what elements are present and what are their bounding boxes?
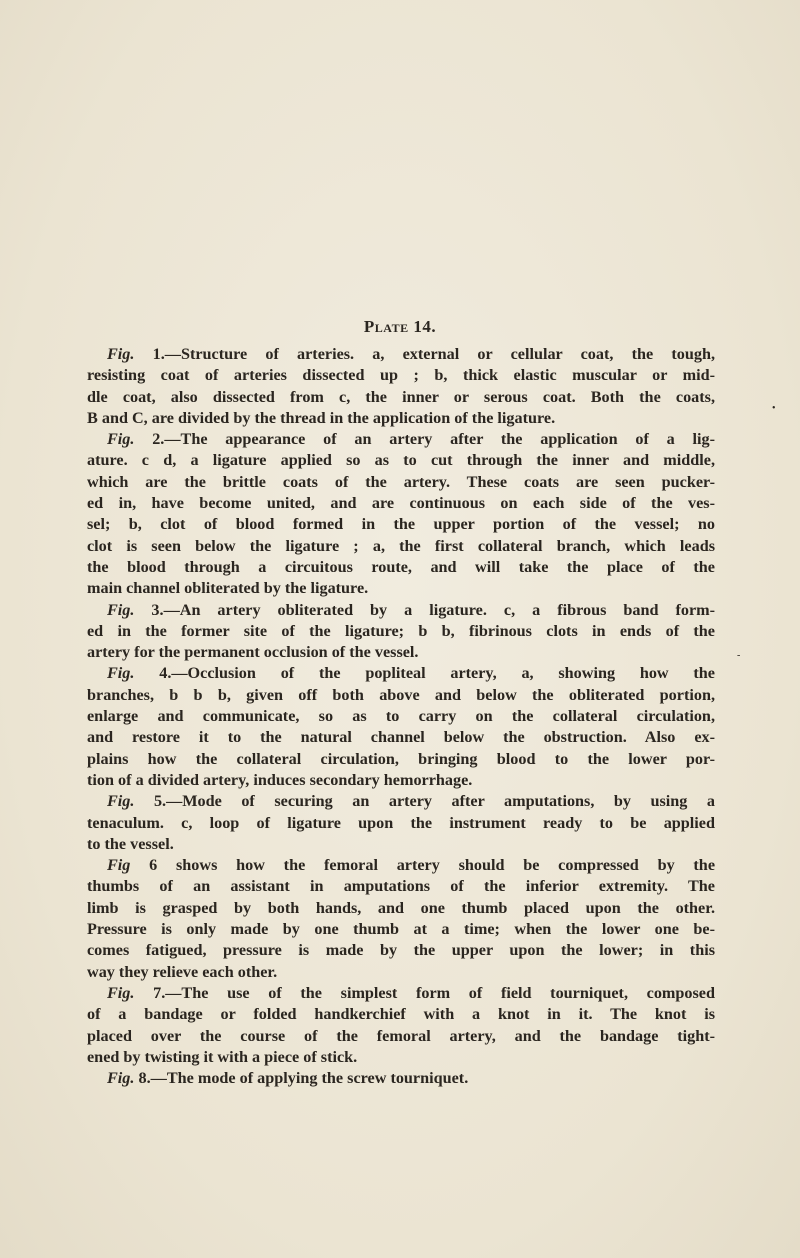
line-text: 4.—Occlusion of the popliteal artery, a, showing how the: [134, 664, 715, 683]
line-text: ed in, have become united, and are continuous on each side of the ves-: [87, 494, 715, 513]
text-line: [87, 429, 715, 450]
line-text: and restore it to the natural channel below the obstruction. Also ex-: [87, 728, 715, 747]
text-line: [87, 365, 715, 386]
figure-label: Fig.: [107, 983, 135, 1002]
text-line: [87, 962, 715, 983]
figure-label: Fig.: [107, 1069, 135, 1088]
line-text: ened by twisting it with a piece of stick.: [87, 1047, 358, 1066]
text-line: [87, 387, 715, 408]
text-line: [87, 621, 715, 642]
text-line: [87, 344, 715, 365]
text-line: [87, 557, 715, 578]
figure-label: Fig.: [107, 345, 135, 363]
line-text: which are the brittle coats of the artery. These coats are seen pucker-: [87, 472, 715, 491]
figure-label: Fig.: [107, 430, 135, 449]
text-line: [87, 834, 715, 855]
text-line: [87, 514, 715, 535]
line-text: dle coat, also dissected from c, the inner or serous coat. Both the coats,: [87, 387, 715, 406]
text-line: [87, 493, 715, 514]
line-text: placed over the course of the femoral artery, and the bandage tight-: [87, 1026, 715, 1045]
figure-descriptions: [87, 344, 715, 1089]
line-text: limb is grasped by both hands, and one thumb placed upon the other.: [87, 898, 715, 917]
text-line: [87, 685, 715, 706]
text-line: [87, 919, 715, 940]
line-text: tenaculum. c, loop of ligature upon the instrument ready to be applied: [87, 813, 715, 832]
margin-dot: •: [772, 403, 776, 414]
text-line: [87, 1026, 715, 1047]
text-line: [87, 578, 715, 599]
line-text: tion of a divided artery, induces secondary hemorrhage.: [87, 770, 473, 789]
line-text: sel; b, clot of blood formed in the upper portion of the vessel; no: [87, 515, 715, 534]
text-line: [87, 791, 715, 812]
text-line: [87, 706, 715, 727]
text-line: [87, 1068, 715, 1089]
text-line: [87, 876, 715, 897]
plate-title: Plate 14.: [363, 317, 437, 336]
text-line: [87, 898, 715, 919]
line-text: 7.—The use of the simplest form of field tourniquet, composed: [134, 983, 715, 1002]
text-line: [87, 770, 715, 791]
line-text: artery for the permanent occlusion of the vessel.: [87, 643, 419, 662]
text-line: [87, 408, 715, 429]
line-text: plains how the collateral circulation, bringing blood to the lower por-: [87, 749, 715, 768]
line-text: comes fatigued, pressure is made by the upper upon the lower; in this: [87, 941, 715, 960]
margin-mark: -: [737, 650, 741, 661]
figure-label: Fig.: [107, 664, 135, 683]
figure-label: Fig.: [107, 792, 135, 811]
text-line: [87, 472, 715, 493]
text-line: [87, 749, 715, 770]
text-line: [87, 600, 715, 621]
line-text: resisting coat of arteries dissected up ; b, thick elastic muscular or mid-: [87, 366, 715, 385]
line-text: B and C, are divided by the thread in the application of the ligature.: [87, 408, 556, 427]
line-text: Pressure is only made by one thumb at a time; when the lower one be-: [87, 920, 715, 939]
text-line: [87, 855, 715, 876]
line-text: 2.—The appearance of an artery after the application of a lig-: [134, 430, 715, 449]
line-text: 6 shows how the femoral artery should be compressed by the: [130, 856, 715, 875]
figure-label: Fig: [107, 856, 131, 875]
text-line: [87, 727, 715, 748]
line-text: the blood through a circuitous route, and will take the place of the: [87, 557, 715, 576]
text-line: [87, 813, 715, 834]
text-line: [87, 450, 715, 471]
line-text: to the vessel.: [87, 834, 174, 853]
line-text: way they relieve each other.: [87, 962, 278, 981]
text-line: [87, 536, 715, 557]
text-line: [87, 1004, 715, 1025]
line-text: ature. c d, a ligature applied so as to cut through the inner and middle,: [87, 451, 715, 470]
line-text: 8.—The mode of applying the screw tourniquet.: [134, 1069, 469, 1088]
line-text: branches, b b b, given off both above and below the obliterated portion,: [87, 685, 715, 704]
text-line: [87, 983, 715, 1004]
line-text: clot is seen below the ligature ; a, the first collateral branch, which leads: [87, 536, 715, 555]
figure-label: Fig.: [107, 600, 135, 619]
text-line: [87, 642, 715, 663]
text-line: [87, 940, 715, 961]
line-text: main channel obliterated by the ligature.: [87, 579, 369, 598]
line-text: thumbs of an assistant in amputations of the inferior extremity. The: [87, 877, 715, 896]
text-line: [87, 1047, 715, 1068]
text-line: [87, 663, 715, 684]
line-text: 5.—Mode of securing an artery after amputations, by using a: [134, 792, 715, 811]
line-text: 1.—Structure of arteries. a, external or cellular coat, the tough,: [134, 345, 715, 363]
line-text: enlarge and communicate, so as to carry on the collateral circulation,: [87, 707, 715, 726]
line-text: ed in the former site of the ligature; b b, fibrinous clots in ends of the: [87, 621, 715, 640]
line-text: 3.—An artery obliterated by a ligature. c, a fibrous band form-: [134, 600, 715, 619]
line-text: of a bandage or folded handkerchief with a knot in it. The knot is: [87, 1005, 715, 1024]
